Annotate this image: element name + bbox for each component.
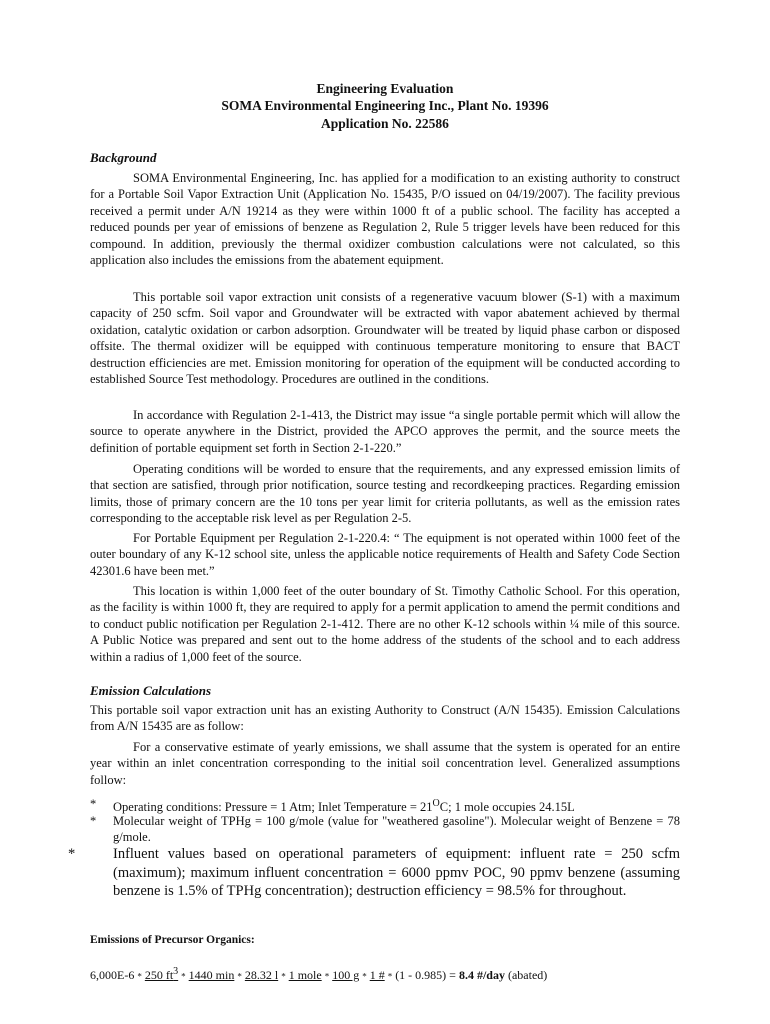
multiply-operator: * [137, 971, 142, 982]
formula-flow-rate [145, 968, 178, 982]
formula-minutes-per-day: 1440 min [188, 968, 235, 982]
background-paragraph-2: This portable soil vapor extraction unit consists of a regenerative vacuum blower (S-1) with a maximum capacity of 250 scfm. Soil vapor and Groundwater will be extracted with vapor abatement achieved by thermal oxidation, catalytic oxidation or carbon adsorption. Groundwater will be treated by liquid phase carbon or disposed offsite. The thermal oxidizer will be equipped with continuous temperature monitoring to ensure that BACT destruction efficiencies are met. Emission monitoring for operation of the equipment will be conducted according to established Source Test methodology. Procedures are outlined in the conditions. [90, 290, 680, 387]
formula-note: (abated) [507, 968, 548, 982]
cubic-superscript: 3 [173, 966, 179, 977]
formula-grams: 100 g [332, 968, 360, 982]
formula-mole: 1 mole [288, 968, 322, 982]
document-subtitle-plant: SOMA Environmental Engineering Inc., Plant No. 19396 [221, 98, 549, 113]
precursor-emission-formula [90, 966, 547, 983]
background-paragraph-5: For Portable Equipment per Regulation 2-1-220.4: “ The equipment is not operated within 1000 feet of the outer boundary of any K-12 school site, unless the applicable notice requirements of Health and Safety Code Section 42301.6 have been met.” [90, 531, 680, 578]
multiply-operator: * [387, 971, 393, 982]
document-subtitle-application: Application No. 22586 [321, 116, 449, 131]
formula-flow-rate-value: 250 ft [144, 968, 174, 982]
emission-assumptions-paragraph: For a conservative estimate of yearly emissions, we shall assume that the system is operated for an entire year within an inlet concentration corresponding to the initial soil concentration level. Generalized assumptions follow: [90, 740, 680, 787]
formula-pound: 1 # [369, 968, 385, 982]
background-paragraph-4: Operating conditions will be worded to ensure that the requirements, and any expressed emission limits of that section are satisfied, through prior notification, source testing and recordkeeping practices. Regarding emission limits, those of primary concern are the 10 tons per year limit for criteria pollutants, as well as the emission rates corresponding to the acceptable risk level as per Regulation 2-5. [90, 462, 680, 526]
emission-intro-paragraph: This portable soil vapor extraction unit has an existing Authority to Construct (A/N 15435). Emission Calculations from A/N 15435 are as follow: [90, 703, 680, 734]
bullet-marker: * [90, 814, 97, 828]
formula-destruction-factor: (1 - 0.985) = [395, 968, 456, 982]
formula-concentration: 6,000E-6 [90, 968, 135, 982]
background-heading: Background [90, 150, 157, 165]
assumption-bullet-3-text: Influent values based on operational parameters of equipment: influent rate = 250 scfm (maximum); maximum influent concentration = 6000 ppmv POC, 90 ppmv benzene (assuming benzene is 1.5% of TPHg concentration); destruction efficiency = 98.5% for throughout. [113, 846, 680, 900]
multiply-operator: * [324, 971, 330, 982]
multiply-operator: * [362, 971, 367, 982]
bullet-marker: * [68, 846, 76, 862]
assumption-bullet-1-text-b: C; 1 mole occupies 24.15L [439, 800, 575, 815]
multiply-operator: * [181, 971, 186, 982]
emission-calculations-heading: Emission Calculations [90, 683, 212, 698]
multiply-operator: * [281, 971, 286, 982]
assumption-bullet-2-text: Molecular weight of TPHg = 100 g/mole (value for "weathered gasoline"). Molecular weight of Benzene = 78 g/mole. [113, 814, 680, 845]
formula-liters-per-ft3: 28.32 l [244, 968, 279, 982]
background-paragraph-1: SOMA Environmental Engineering, Inc. has applied for a modification to an existing authority to construct for a Portable Soil Vapor Extraction Unit (Application No. 15435, P/O issued on 04/19/2007). The facility previous received a permit under A/N 19214 as they were within 1000 ft of a public school. The facility has accepted a reduced pounds per year of emissions of benzene as Regulation 2, Rule 5 trigger levels have been reduced for this compound. In addition, previously the thermal oxidizer combustion calculations were not calculated, so this application also includes the emissions from the abatement equipment. [90, 171, 680, 268]
assumption-bullet-1-text-a: Operating conditions: Pressure = 1 Atm; Inlet Temperature = 21 [113, 800, 433, 815]
formula-result: 8.4 #/day [458, 968, 505, 982]
degree-superscript: O [432, 798, 440, 809]
multiply-operator: * [237, 971, 242, 982]
background-paragraph-3: In accordance with Regulation 2-1-413, the District may issue “a single portable permit which will allow the source to operate anywhere in the District, provided the APCO approves the permit, and the source meets the definition of portable equipment set forth in Section 2-1-220.” [90, 408, 680, 455]
document-title: Engineering Evaluation [316, 81, 454, 96]
precursor-organics-heading: Emissions of Precursor Organics: [90, 934, 255, 946]
bullet-marker: * [90, 797, 97, 811]
background-paragraph-6: This location is within 1,000 feet of the outer boundary of St. Timothy Catholic School. For this operation, as the facility is within 1000 ft, they are required to apply for a permit application to amend the permit conditions and to conduct public notification per Regulation 2-1-412. There are no other K-12 schools within ¼ mile of this source. A Public Notice was prepared and sent out to the home address of the students of the school and to each address within a radius of 1,000 feet of the source. [90, 584, 680, 664]
